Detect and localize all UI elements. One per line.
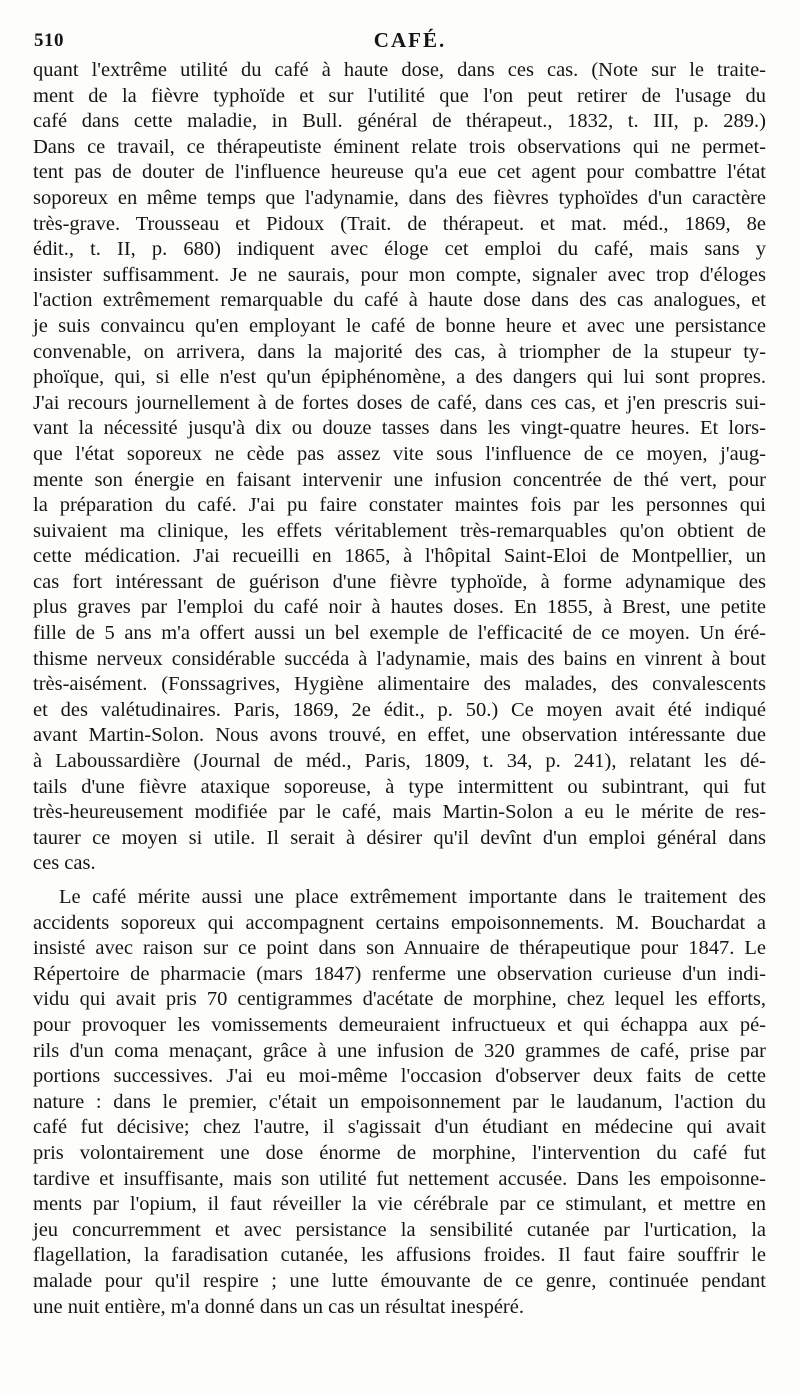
text-line: et des valétudinaires. Paris, 1869, 2e édit., p. 50.) Ce moyen avait été indiqué (33, 698, 766, 721)
text-line: malade pour qu'il respire ; une lutte émouvante de ce genre, continuée pendant (33, 1269, 766, 1292)
paragraph-gap (33, 877, 766, 885)
text-line: thisme nerveux considérable succéda à l'adynamie, mais des bains en vinrent à bout (33, 647, 766, 670)
text-line: je suis convaincu qu'en employant le café de bonne heure et avec une persistance (33, 314, 766, 337)
text-line: la préparation du café. J'ai pu faire constater maintes fois par les personnes qui (33, 494, 766, 517)
text-line: tent pas de douter de l'influence heureuse qu'a eue cet agent pour combattre l'état (33, 161, 766, 184)
text-line: fille de 5 ans m'a offert aussi un bel exemple de l'efficacité de ce moyen. Un éré- (33, 622, 766, 645)
text-line: suivaient ma clinique, les effets véritablement très-remarquables qu'on obtient de (33, 519, 766, 542)
page-number: 510 (34, 30, 64, 51)
text-line: nature : dans le premier, c'était un empoisonnement par le laudanum, l'action du (33, 1090, 766, 1113)
running-title: CAFÉ. (373, 28, 447, 52)
text-line: à Laboussardière (Journal de méd., Paris, 1809, t. 34, p. 241), relatant les dé- (33, 750, 766, 773)
text-line: Répertoire de pharmacie (mars 1847) renferme une observation curieuse d'un indi- (33, 962, 766, 985)
text-line: édit., t. II, p. 680) indiquent avec éloge cet emploi du café, mais sans y (33, 238, 766, 261)
text-line: quant l'extrême utilité du café à haute dose, dans ces cas. (Note sur le traite- (33, 59, 766, 81)
text-line: cas fort intéressant de guérison d'une fièvre typhoïde, à forme adynamique des (33, 570, 766, 593)
text-line: une nuit entière, m'a donné dans un cas un résultat inespéré. (33, 1295, 524, 1318)
text-line: pour provoquer les vomissements demeuraient infructueux et qui échappa aux pé- (33, 1013, 766, 1036)
text-line: soporeux en même temps que l'adynamie, dans des fièvres typhoïdes d'un caractère (33, 186, 766, 209)
text-line: ment de la fièvre typhoïde et sur l'utilité que l'on peut retirer de l'usage du (33, 84, 766, 107)
text-line: café dans cette maladie, in Bull. général de thérapeut., 1832, t. III, p. 289.) (33, 110, 766, 133)
text-line: tails d'une fièvre ataxique soporeuse, à type intermittent ou subintrant, qui fut (33, 775, 766, 798)
text-line: accidents soporeux qui accompagnent certains empoisonnements. M. Bouchardat a (33, 911, 766, 934)
paragraph (33, 885, 766, 1320)
text-line: cette médication. J'ai recueilli en 1865, à l'hôpital Saint-Eloi de Montpellier, un (33, 545, 766, 568)
text-line: ces cas. (33, 852, 96, 875)
text-line: pris volontairement une dose énorme de morphine, l'intervention du café fut (33, 1141, 766, 1164)
text-line: très-grave. Trousseau et Pidoux (Trait. de thérapeut. et mat. méd., 1869, 8e (33, 212, 766, 235)
paragraph (33, 58, 766, 877)
text-line: vant la nécessité jusqu'à dix ou douze tasses dans les vingt-quatre heures. Et lors- (33, 417, 766, 440)
text-line: phoïque, qui, si elle n'est qu'un épiphénomène, a des dangers qui lui sont propres. (33, 366, 766, 389)
text-line: convenable, on arrivera, dans la majorité des cas, à triompher de la stupeur ty- (33, 340, 766, 363)
text-line: ments par l'opium, il faut réveiller la vie cérébrale par ce stimulant, et mettre en (33, 1193, 766, 1216)
text-line: insister suffisamment. Je ne saurais, pour mon compte, signaler avec trop d'éloges (33, 263, 766, 286)
text-line: tardive et insuffisante, mais son utilité fut nettement accusée. Dans les empoisonne- (33, 1167, 766, 1190)
text-line: flagellation, la faradisation cutanée, les affusions froides. Il faut faire souffrir le (33, 1244, 766, 1267)
text-line: très-heureusement modifiée par le café, mais Martin-Solon a eu le mérite de res- (33, 801, 766, 824)
text-line: taurer ce moyen si utile. Il serait à désirer qu'il devînt d'un emploi général dans (33, 826, 766, 849)
text-line: l'action extrêmement remarquable du café à haute dose dans des cas analogues, et (33, 289, 766, 312)
page-header (30, 26, 770, 56)
text-line: jeu concurremment et avec persistance la sensibilité cutanée par l'urtication, la (33, 1218, 766, 1241)
body-text (33, 58, 766, 1320)
text-line: vidu qui avait pris 70 centigrammes d'acétate de morphine, chez lequel les efforts, (33, 988, 766, 1011)
text-line: Le café mérite aussi une place extrêmement importante dans le traitement des (59, 886, 766, 908)
text-line: café fut décisive; chez l'autre, il s'agissait d'un étudiant en médecine qui avait (33, 1116, 766, 1139)
text-line: rils d'un coma menaçant, grâce à une infusion de 320 grammes de café, prise par (33, 1039, 766, 1062)
text-line: très-aisément. (Fonssagrives, Hygiène alimentaire des malades, des convalescents (33, 673, 766, 696)
text-line: Dans ce travail, ce thérapeutiste éminent relate trois observations qui ne permet- (33, 135, 766, 158)
text-line: portions successives. J'ai eu moi-même l'occasion d'observer deux faits de cette (33, 1065, 766, 1088)
text-line: avant Martin-Solon. Nous avons trouvé, en effet, une observation intéressante due (33, 724, 766, 747)
text-line: J'ai recours journellement à de fortes doses de café, dans ces cas, et j'en prescris sui- (33, 391, 766, 414)
text-line: insisté avec raison sur ce point dans son Annuaire de thérapeutique pour 1847. Le (33, 937, 766, 960)
text-line: mente son énergie en faisant intervenir une infusion concentrée de thé vert, pour (33, 468, 766, 491)
text-line: que l'état soporeux ne cède pas assez vite sous l'influence de ce moyen, j'aug- (33, 442, 766, 465)
text-line: plus graves par l'emploi du café noir à hautes doses. En 1855, à Brest, une petite (33, 596, 766, 619)
